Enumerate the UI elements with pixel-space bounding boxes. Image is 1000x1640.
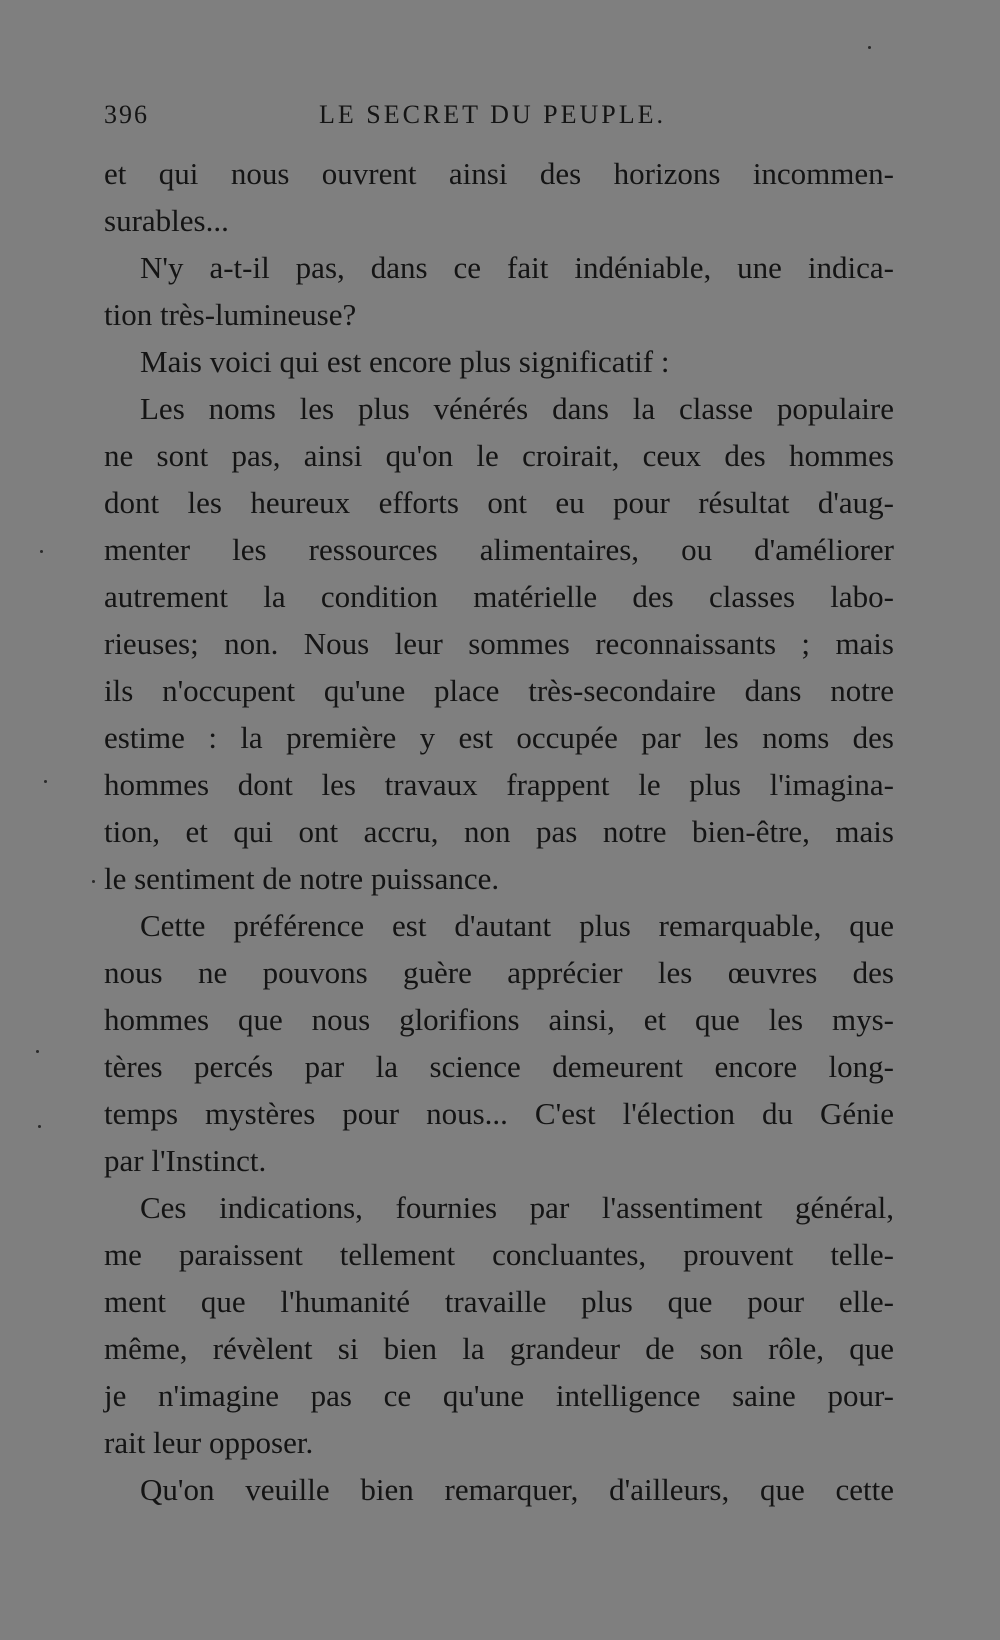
text-line: N'y a-t-il pas, dans ce fait indéniable, une indica- <box>140 250 894 285</box>
text-line: surables... <box>104 203 229 238</box>
text-line: tères percés par la science demeurent encore long- <box>104 1049 894 1084</box>
text-line: temps mystères pour nous... C'est l'élection du Génie <box>104 1096 894 1131</box>
text-line: ils n'occupent qu'une place très-secondaire dans notre <box>104 673 894 708</box>
text-line: rait leur opposer. <box>104 1425 314 1460</box>
text-line: ne sont pas, ainsi qu'on le croirait, ceux des hommes <box>104 438 894 473</box>
text-line: Mais voici qui est encore plus significatif : <box>140 344 670 379</box>
text-line: autrement la condition matérielle des classes labo- <box>104 579 894 614</box>
page-header <box>104 100 894 140</box>
running-title: LE SECRET DU PEUPLE. <box>319 100 666 129</box>
text-line: par l'Instinct. <box>104 1143 267 1178</box>
ink-speck <box>36 1050 39 1053</box>
text-line: je n'imagine pas ce qu'une intelligence saine pour- <box>104 1378 894 1413</box>
text-line: tion, et qui ont accru, non pas notre bien-être, mais <box>104 814 894 849</box>
text-line: hommes que nous glorifions ainsi, et que les mys- <box>104 1002 894 1037</box>
text-line: Cette préférence est d'autant plus remarquable, que <box>140 908 894 943</box>
text-line: nous ne pouvons guère apprécier les œuvres des <box>104 955 894 990</box>
text-line: Ces indications, fournies par l'assentiment général, <box>140 1190 894 1225</box>
text-line: estime : la première y est occupée par les noms des <box>104 720 894 755</box>
text-line: tion très-lumineuse? <box>104 297 357 332</box>
text-line: hommes dont les travaux frappent le plus l'imagina- <box>104 767 894 802</box>
text-line: et qui nous ouvrent ainsi des horizons incommen- <box>104 156 894 191</box>
ink-speck <box>44 780 47 783</box>
text-line: Qu'on veuille bien remarquer, d'ailleurs, que cette <box>140 1472 894 1507</box>
text-line: ment que l'humanité travaille plus que pour elle- <box>104 1284 894 1319</box>
text-line: dont les heureux efforts ont eu pour résultat d'aug- <box>104 485 894 520</box>
ink-speck <box>40 550 43 553</box>
ink-speck <box>92 880 95 883</box>
text-line: Les noms les plus vénérés dans la classe populaire <box>140 391 894 426</box>
text-line: rieuses; non. Nous leur sommes reconnaissants ; mais <box>104 626 894 661</box>
body-text <box>104 150 894 1513</box>
text-line: menter les ressources alimentaires, ou d'améliorer <box>104 532 894 567</box>
text-line: me paraissent tellement concluantes, prouvent telle- <box>104 1237 894 1272</box>
page-number: 396 <box>104 100 149 129</box>
ink-speck <box>38 1125 41 1128</box>
text-line: même, révèlent si bien la grandeur de son rôle, que <box>104 1331 894 1366</box>
text-line: le sentiment de notre puissance. <box>104 861 500 896</box>
ink-speck <box>868 46 871 49</box>
